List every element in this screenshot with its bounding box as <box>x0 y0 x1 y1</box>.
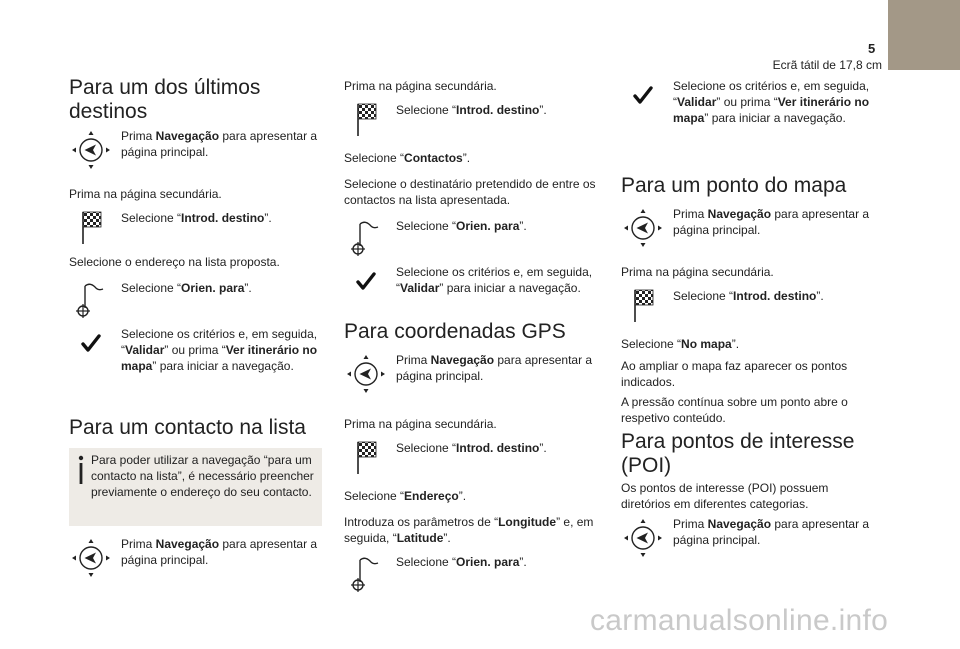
step-text: Selecione “Introd. destino”. <box>673 289 824 303</box>
checkered-flag-icon <box>69 210 123 258</box>
instruction-text: Ao ampliar o mapa faz aparecer os pontos indicados. <box>621 359 848 389</box>
instruction-text: Prima na página secundária. <box>344 79 497 93</box>
checkered-flag-icon <box>344 440 398 488</box>
instruction-text: Selecione o endereço na lista proposta. <box>69 255 280 269</box>
section-title: Ecrã tátil de 17,8 cm <box>772 58 882 72</box>
instruction-text: Selecione o destinatário pretendido de entre os contactos na lista apresentada. <box>344 177 596 207</box>
instruction-text: Selecione “Contactos”. <box>344 151 471 165</box>
step-text: Selecione “Orien. para”. <box>396 219 527 233</box>
heading-gps-coordinates: Para coordenadas GPS <box>344 320 566 343</box>
page-tab <box>888 0 960 70</box>
flag-with-target-icon <box>344 554 398 602</box>
step-text: Selecione “Introd. destino”. <box>396 103 547 117</box>
checkmark-icon <box>69 326 123 374</box>
instruction-text: Selecione “Endereço”. <box>344 489 467 503</box>
step-text: Selecione “Introd. destino”. <box>396 441 547 455</box>
navigation-arrow-icon <box>621 206 675 254</box>
info-icon <box>75 454 87 486</box>
checkmark-icon <box>344 264 398 312</box>
checkmark-icon <box>621 78 675 126</box>
flag-with-target-icon <box>344 218 398 266</box>
info-box <box>69 448 322 526</box>
flag-with-target-icon <box>69 280 123 328</box>
step-text: Selecione “Orien. para”. <box>121 281 252 295</box>
checkered-flag-icon <box>344 102 398 150</box>
heading-contact-list: Para um contacto na lista <box>69 416 306 439</box>
info-text: Para poder utilizar a navegação “para um contacto na lista”, é necessário preencher previamente o endereço do seu contacto. <box>91 453 314 499</box>
navigation-arrow-icon <box>344 352 398 400</box>
instruction-text: Introduza os parâmetros de “Longitude” e, em seguida, “Latitude”. <box>344 515 594 545</box>
heading-poi: Para pontos de interesse (POI) <box>621 430 855 477</box>
heading-last-destinations: Para um dos últimos destinos <box>69 76 261 123</box>
heading-map-point: Para um ponto do mapa <box>621 174 847 197</box>
instruction-text: Os pontos de interesse (POI) possuem diretórios em diferentes categorias. <box>621 481 829 511</box>
step-text: Selecione “Introd. destino”. <box>121 211 272 225</box>
navigation-arrow-icon <box>621 516 675 564</box>
step-text: Selecione os critérios e, em seguida, “Validar” ou prima “Ver itinerário no mapa” para iniciar a navegação. <box>121 327 318 373</box>
instruction-text: Selecione “No mapa”. <box>621 337 740 351</box>
step-text: Prima Navegação para apresentar a página principal. <box>121 129 318 159</box>
step-text: Prima Navegação para apresentar a página principal. <box>673 517 870 547</box>
page-number: 5 <box>868 41 876 56</box>
step-text: Selecione os critérios e, em seguida, “Validar” ou prima “Ver itinerário no mapa” para iniciar a navegação. <box>673 79 870 125</box>
step-text: Selecione “Orien. para”. <box>396 555 527 569</box>
step-text: Selecione os critérios e, em seguida, “Validar” para iniciar a navegação. <box>396 265 593 295</box>
step-text: Prima Navegação para apresentar a página principal. <box>121 537 318 567</box>
instruction-text: Prima na página secundária. <box>621 265 774 279</box>
step-text: Prima Navegação para apresentar a página principal. <box>396 353 593 383</box>
checkered-flag-icon <box>621 288 675 336</box>
instruction-text: A pressão contínua sobre um ponto abre o respetivo conteúdo. <box>621 395 848 425</box>
instruction-text: Prima na página secundária. <box>69 187 222 201</box>
navigation-arrow-icon <box>69 536 123 584</box>
instruction-text: Prima na página secundária. <box>344 417 497 431</box>
step-text: Prima Navegação para apresentar a página principal. <box>673 207 870 237</box>
watermark: carmanualsonline.info <box>590 604 889 637</box>
navigation-arrow-icon <box>69 128 123 176</box>
